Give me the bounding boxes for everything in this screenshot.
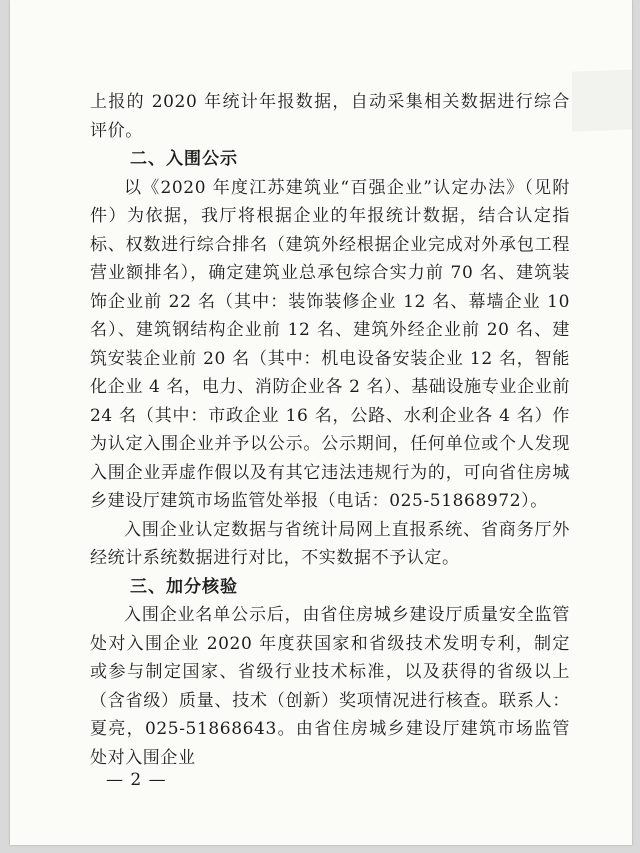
- paragraph-data-verification: 入围企业认定数据与省统计局网上直报系统、省商务厅外经统计系统数据进行对比，不实数据不予认定。: [90, 519, 570, 568]
- show-through-mark: [572, 68, 632, 131]
- document-page: [10, 0, 632, 845]
- document-body: [90, 88, 570, 772]
- paragraph-continuation: 上报的 2020 年统计年报数据，自动采集相关数据进行综合评价。: [90, 92, 570, 141]
- section-heading-bonus-check: 三、加分核验: [130, 576, 238, 597]
- paragraph-publicity-details: 以《2020 年度江苏建筑业“百强企业”认定办法》（见附件）为依据，我厅将根据企业的年报统计数据，结合认定指标、权数进行综合排名（建筑外经根据企业完成对外承包工程营业额排名），确定建筑业总承包综合实力前 70 名、建筑装饰企业前 22 名（其中：装饰装修企业 12 名、幕墙企业 10 名）、建筑钢结构企业前 12 名、建筑外经企业前 20 名、建筑安装企业前 20 名（其中：机电设备安装企业 12 名，智能化企业 4 名，电力、消防企业各 2 名）、基础设施专业企业前 24 名（其中：市政企业 16 名，公路、水利企业各 4 名）作为认定入围企业并予以公示。公示期间，任何单位或个人发现入围企业弄虚作假以及有其它违法违规行为的，可向省住房城乡建设厅建筑市场监管处举报（电话：025-51868972）。: [90, 177, 570, 511]
- paragraph-bonus-check-details: 入围企业名单公示后，由省住房城乡建设厅质量安全监管处对入围企业 2020 年度获国家和省级技术发明专利，制定或参与制定国家、省级行业技术标准，以及获得的省级以上（含省级）质量、技术（创新）奖项情况进行核查。联系人：夏亮，025-51868643。由省住房城乡建设厅建筑市场监管处对入围企业: [90, 605, 570, 768]
- section-heading-publicity: 二、入围公示: [130, 149, 238, 169]
- page-number: — 2 —: [106, 770, 167, 790]
